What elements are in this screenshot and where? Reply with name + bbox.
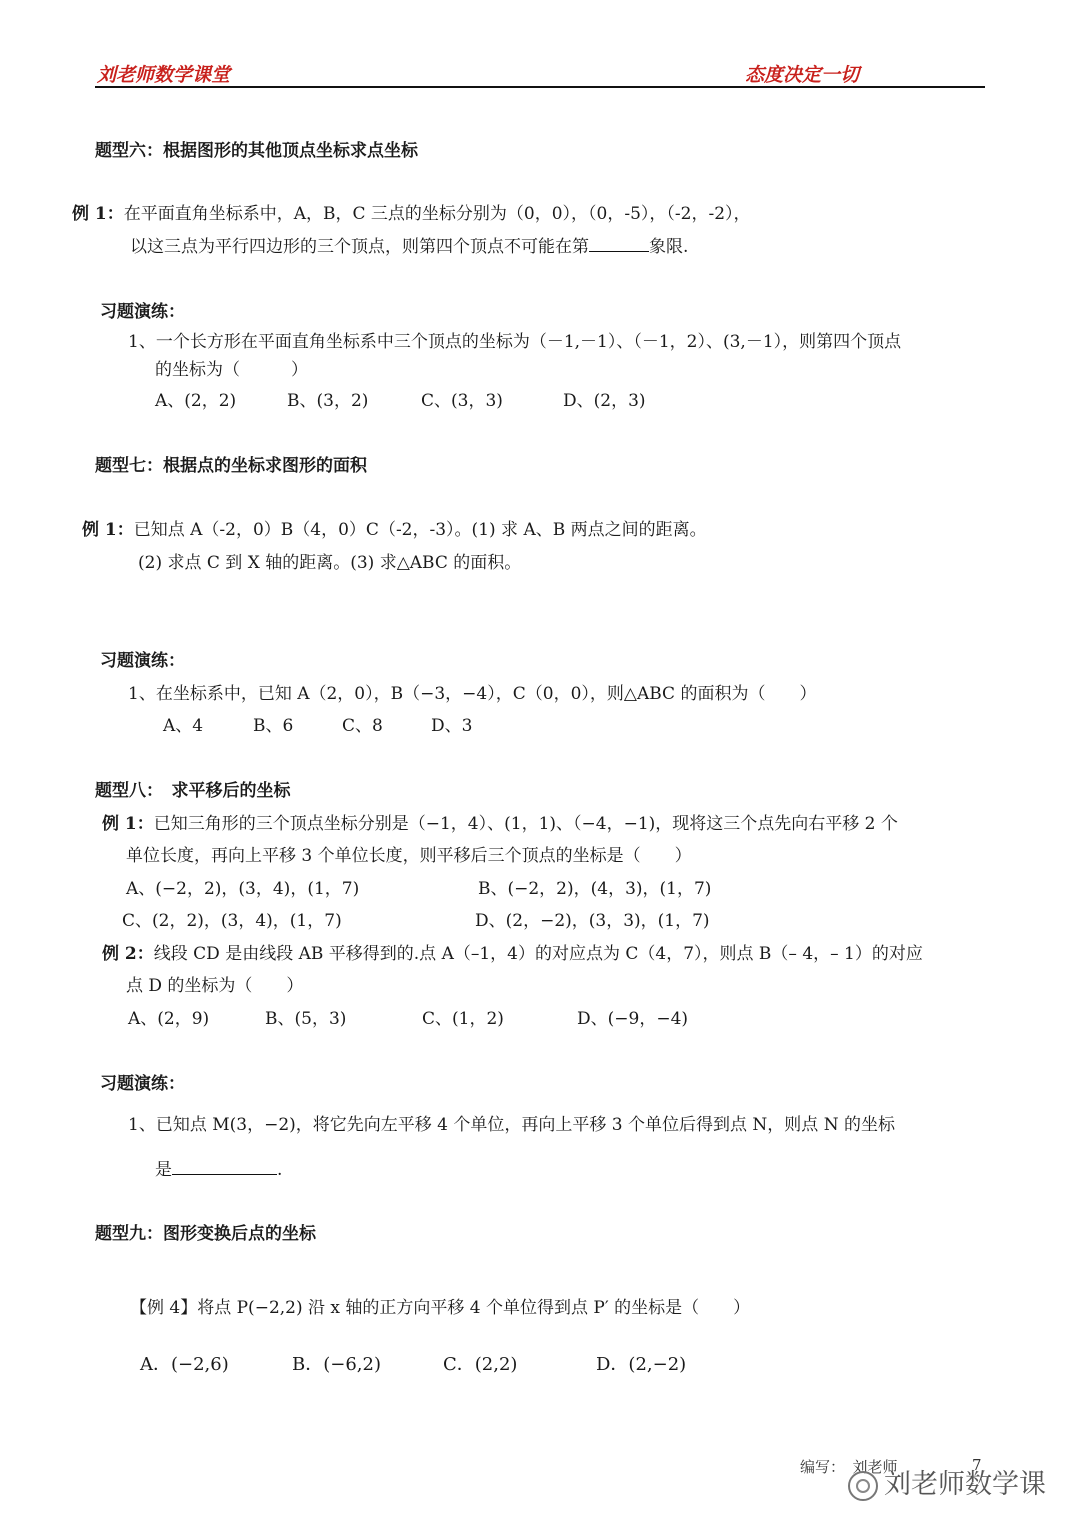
footer-author: 编写： 刘老师: [800, 1458, 898, 1476]
s6-example-1: [72, 199, 751, 224]
s9-option-d: D．(2,−2): [596, 1354, 687, 1375]
footer-page-number: 7: [972, 1456, 982, 1474]
s8-practice-heading: 习题演练：: [100, 1074, 185, 1094]
s6-practice-1: 1、一个长方形在平面直角坐标系中三个顶点的坐标为（－1,－1）、（－1，2）、(3,－1），则第四个顶点: [128, 332, 902, 352]
example-label: 例 1：: [72, 204, 124, 224]
s8-practice-1-line2: [155, 1155, 282, 1180]
s8-practice-1: 1、已知点 M(3，−2)，将它先向左平移 4 个单位，再向上平移 3 个单位后得到点 N，则点 N 的坐标: [128, 1115, 895, 1135]
s8-ex2-option-d: D、(−9，−4): [577, 1009, 689, 1029]
s9-option-a: A．(−2,6): [140, 1354, 229, 1375]
s7-practice-heading: 习题演练：: [100, 651, 185, 671]
s9-example-4: 【例 4】将点 P(−2,2) 沿 x 轴的正方向平移 4 个单位得到点 P′ 的坐标是（ ）: [130, 1298, 751, 1318]
s8-ex2-option-b: B、(5，3): [265, 1009, 347, 1029]
s8-example-2: [102, 939, 923, 964]
s7-option-d: D、3: [431, 716, 473, 736]
section-8-title: 题型八： 求平移后的坐标: [95, 781, 291, 801]
s7-practice-1: 1、在坐标系中，已知 A（2，0），B（−3，−4），C（0，0），则△ABC 的面积为（ ）: [128, 684, 817, 704]
s9-option-c: C．(2,2): [443, 1354, 518, 1375]
s8-ex1-option-b: B、(−2，2)，(4，3)，(1，7): [478, 879, 712, 899]
example-label: 例 1：: [102, 814, 154, 834]
s6-practice-1-line2: 的坐标为（ ）: [155, 360, 308, 380]
section-9-title: 题型九：图形变换后点的坐标: [95, 1224, 316, 1244]
example-label: 例 2：: [102, 944, 154, 964]
s7-option-c: C、8: [342, 716, 383, 736]
example-text: 已知三角形的三个顶点坐标分别是（−1，4）、(1，1)、（−4，−1)，现将这三个点先向右平移 2 个: [153, 814, 898, 834]
s6-option-c: C、(3，3): [421, 391, 503, 411]
example-text: 以这三点为平行四边形的三个顶点，则第四个顶点不可能在第: [130, 237, 589, 257]
s8-ex1-option-d: D、(2，−2)，(3，3)，(1，7): [475, 911, 710, 931]
header-rule: [95, 86, 985, 88]
example-text: 已知点 A（-2，0）B（4，0）C（-2，-3）。(1) 求 A、B 两点之间的距离。: [133, 520, 707, 540]
section-6-title: 题型六：根据图形的其他顶点坐标求点坐标: [95, 141, 418, 161]
example-label: 例 1：: [82, 520, 134, 540]
s7-example-1: [82, 515, 707, 540]
example-text: 线段 CD 是由线段 AB 平移得到的.点 A（–1，4）的对应点为 C（4，7），则点 B（– 4，– 1）的对应: [153, 944, 923, 964]
s6-option-d: D、(2，3): [563, 391, 646, 411]
s9-option-b: B．(−6,2): [292, 1354, 381, 1375]
answer-blank[interactable]: [172, 1158, 277, 1175]
s7-option-a: A、4: [163, 716, 204, 736]
s8-ex1-option-c: C、(2，2)，(3，4)，(1，7): [122, 911, 342, 931]
watermark: [848, 1462, 1046, 1501]
s7-option-b: B、6: [253, 716, 294, 736]
s6-practice-heading: 习题演练：: [100, 302, 185, 322]
practice-text: 是: [155, 1160, 172, 1180]
s6-example-1-line2: [130, 232, 688, 257]
example-text: 象限.: [649, 237, 689, 257]
example-text: 在平面直角坐标系中，A，B，C 三点的坐标分别为（0，0），（0，-5），（-2，-2），: [123, 204, 751, 224]
s8-example-2-line2: 点 D 的坐标为（ ）: [126, 976, 304, 996]
answer-blank[interactable]: [589, 235, 649, 252]
watermark-text: 刘老师数学课: [884, 1469, 1046, 1500]
s8-ex1-option-a: A、(−2，2)，(3，4)，(1，7): [126, 879, 360, 899]
s6-option-b: B、(3，2): [287, 391, 369, 411]
practice-text: .: [277, 1160, 283, 1180]
s7-example-1-line2: (2) 求点 C 到 X 轴的距离。(3) 求△ABC 的面积。: [138, 553, 522, 573]
section-7-title: 题型七：根据点的坐标求图形的面积: [95, 456, 367, 476]
header-left-title: 刘老师数学课堂: [97, 64, 231, 86]
header-right-motto: 态度决定一切: [745, 64, 860, 86]
s8-ex2-option-c: C、(1，2): [422, 1009, 504, 1029]
wechat-icon: [848, 1471, 878, 1501]
s8-example-1-line2: 单位长度，再向上平移 3 个单位长度，则平移后三个顶点的坐标是（ ）: [126, 846, 692, 866]
s6-option-a: A、(2，2): [155, 391, 237, 411]
s8-ex2-option-a: A、(2，9): [128, 1009, 210, 1029]
s8-example-1: [102, 809, 898, 834]
